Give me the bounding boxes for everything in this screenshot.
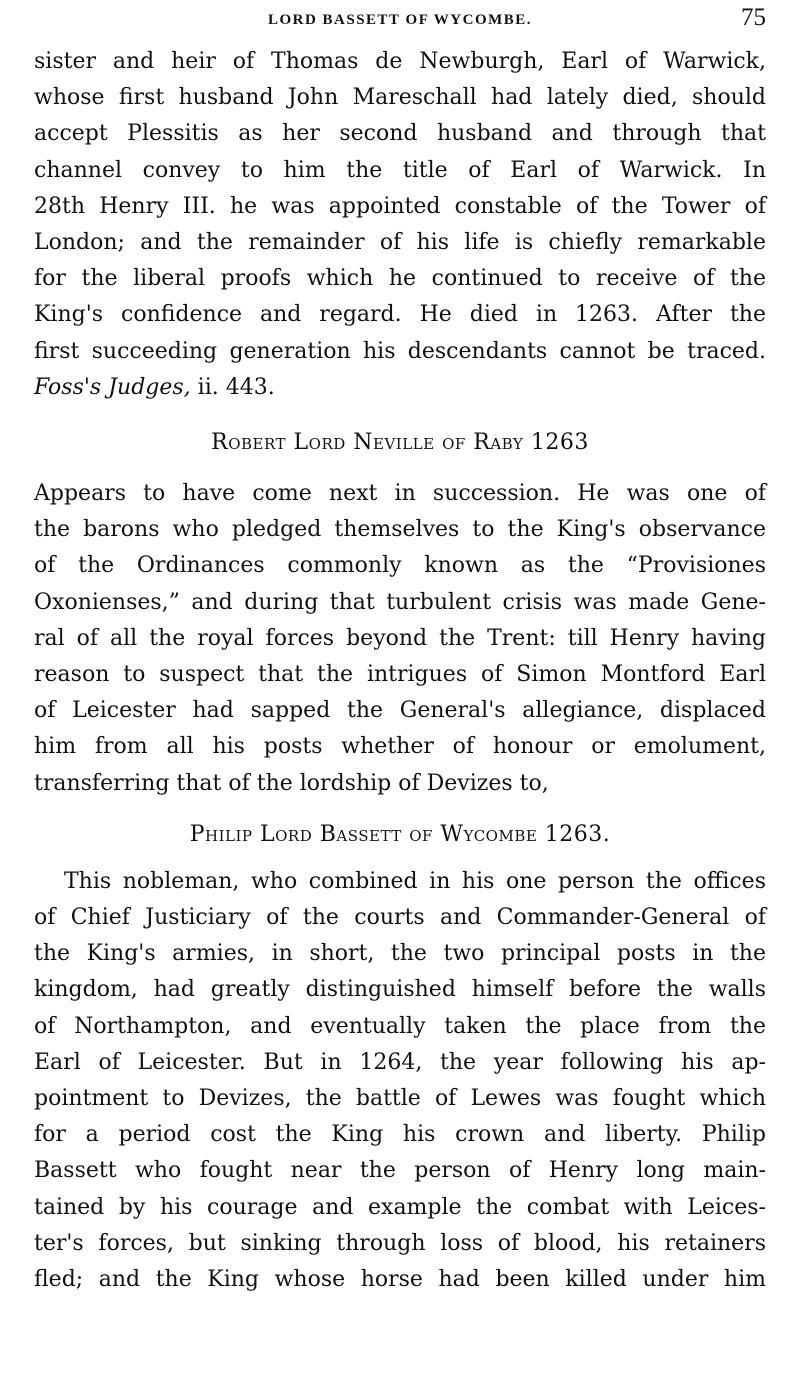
paragraph-philip-bassett xyxy=(34,864,766,1298)
text-line: Appears to have come next in succession. He was one of xyxy=(34,481,766,507)
page-number: 75 xyxy=(741,4,766,31)
text-line: for the liberal proofs which he continued to receive of the xyxy=(34,266,766,292)
text-line: transferring that of the lordship of Devizes to, xyxy=(34,770,549,796)
text-line: ter's forces, but sinking through loss of blood, his retainers xyxy=(34,1230,766,1256)
text-line: channel convey to him the title of Earl of Warwick. In xyxy=(34,157,766,183)
citation-reference: ii. 443. xyxy=(190,374,275,400)
text-line: 28th Henry III. he was appointed constable of the Tower of xyxy=(34,193,766,219)
text-line: him from all his posts whether of honour or emolument, xyxy=(34,734,766,760)
text-line: of the Ordinances commonly known as the “Provisiones xyxy=(34,553,766,579)
text-line: London; and the remainder of his life is chiefly remarkable xyxy=(34,230,766,256)
text-line: whose first husband John Mareschall had lately died, should xyxy=(34,85,766,111)
text-line: sister and heir of Thomas de Newburgh, Earl of Warwick, xyxy=(34,49,766,74)
text-line: first succeeding generation his descendants cannot be traced. xyxy=(34,338,766,364)
text-line: of Chief Justiciary of the courts and Commander-General of xyxy=(34,905,766,931)
text-line: reason to suspect that the intrigues of Simon Montford Earl xyxy=(34,662,766,688)
text-line: accept Plessitis as her second husband and through that xyxy=(34,121,766,147)
book-page xyxy=(34,0,766,1398)
text-line: Oxonienses,” and during that turbulent crisis was made Gene- xyxy=(34,589,766,615)
citation-title: Foss's Judges, xyxy=(34,374,191,400)
text-line: of Leicester had sapped the General's allegiance, displaced xyxy=(34,698,766,724)
text-line: Earl of Leicester. But in 1264, the year following his ap- xyxy=(34,1049,766,1075)
text-line: tained by his courage and example the combat with Leices- xyxy=(34,1194,766,1220)
text-line: ral of all the royal forces beyond the Trent: till Henry having xyxy=(34,625,766,651)
text-line: the King's armies, in short, the two principal posts in the xyxy=(34,941,766,967)
text-line: King's confidence and regard. He died in 1263. After the xyxy=(34,302,766,328)
text-line: the barons who pledged themselves to the King's observance xyxy=(34,517,766,543)
section-heading-robert-neville: Robert Lord Neville of Raby 1263 xyxy=(211,430,589,456)
text-line: This nobleman, who combined in his one person the offices xyxy=(64,868,766,894)
running-header xyxy=(34,0,766,44)
text-line: kingdom, had greatly distinguished himself before the walls xyxy=(34,977,766,1003)
text-line: pointment to Devizes, the battle of Lewes was fought which xyxy=(34,1086,766,1112)
text-line: for a period cost the King his crown and liberty. Philip xyxy=(34,1122,766,1148)
running-title: LORD BASSETT OF WYCOMBE. xyxy=(267,12,533,28)
section-heading-philip-bassett: Philip Lord Bassett of Wycombe 1263. xyxy=(189,821,611,847)
citation-line xyxy=(34,370,766,406)
text-line: of Northampton, and eventually taken the place from the xyxy=(34,1013,766,1039)
paragraph-plessitis xyxy=(34,44,766,406)
text-line: Bassett who fought near the person of Henry long main- xyxy=(34,1158,766,1184)
text-line: fled; and the King whose horse had been killed under him xyxy=(34,1267,766,1293)
paragraph-robert-neville xyxy=(34,476,766,802)
